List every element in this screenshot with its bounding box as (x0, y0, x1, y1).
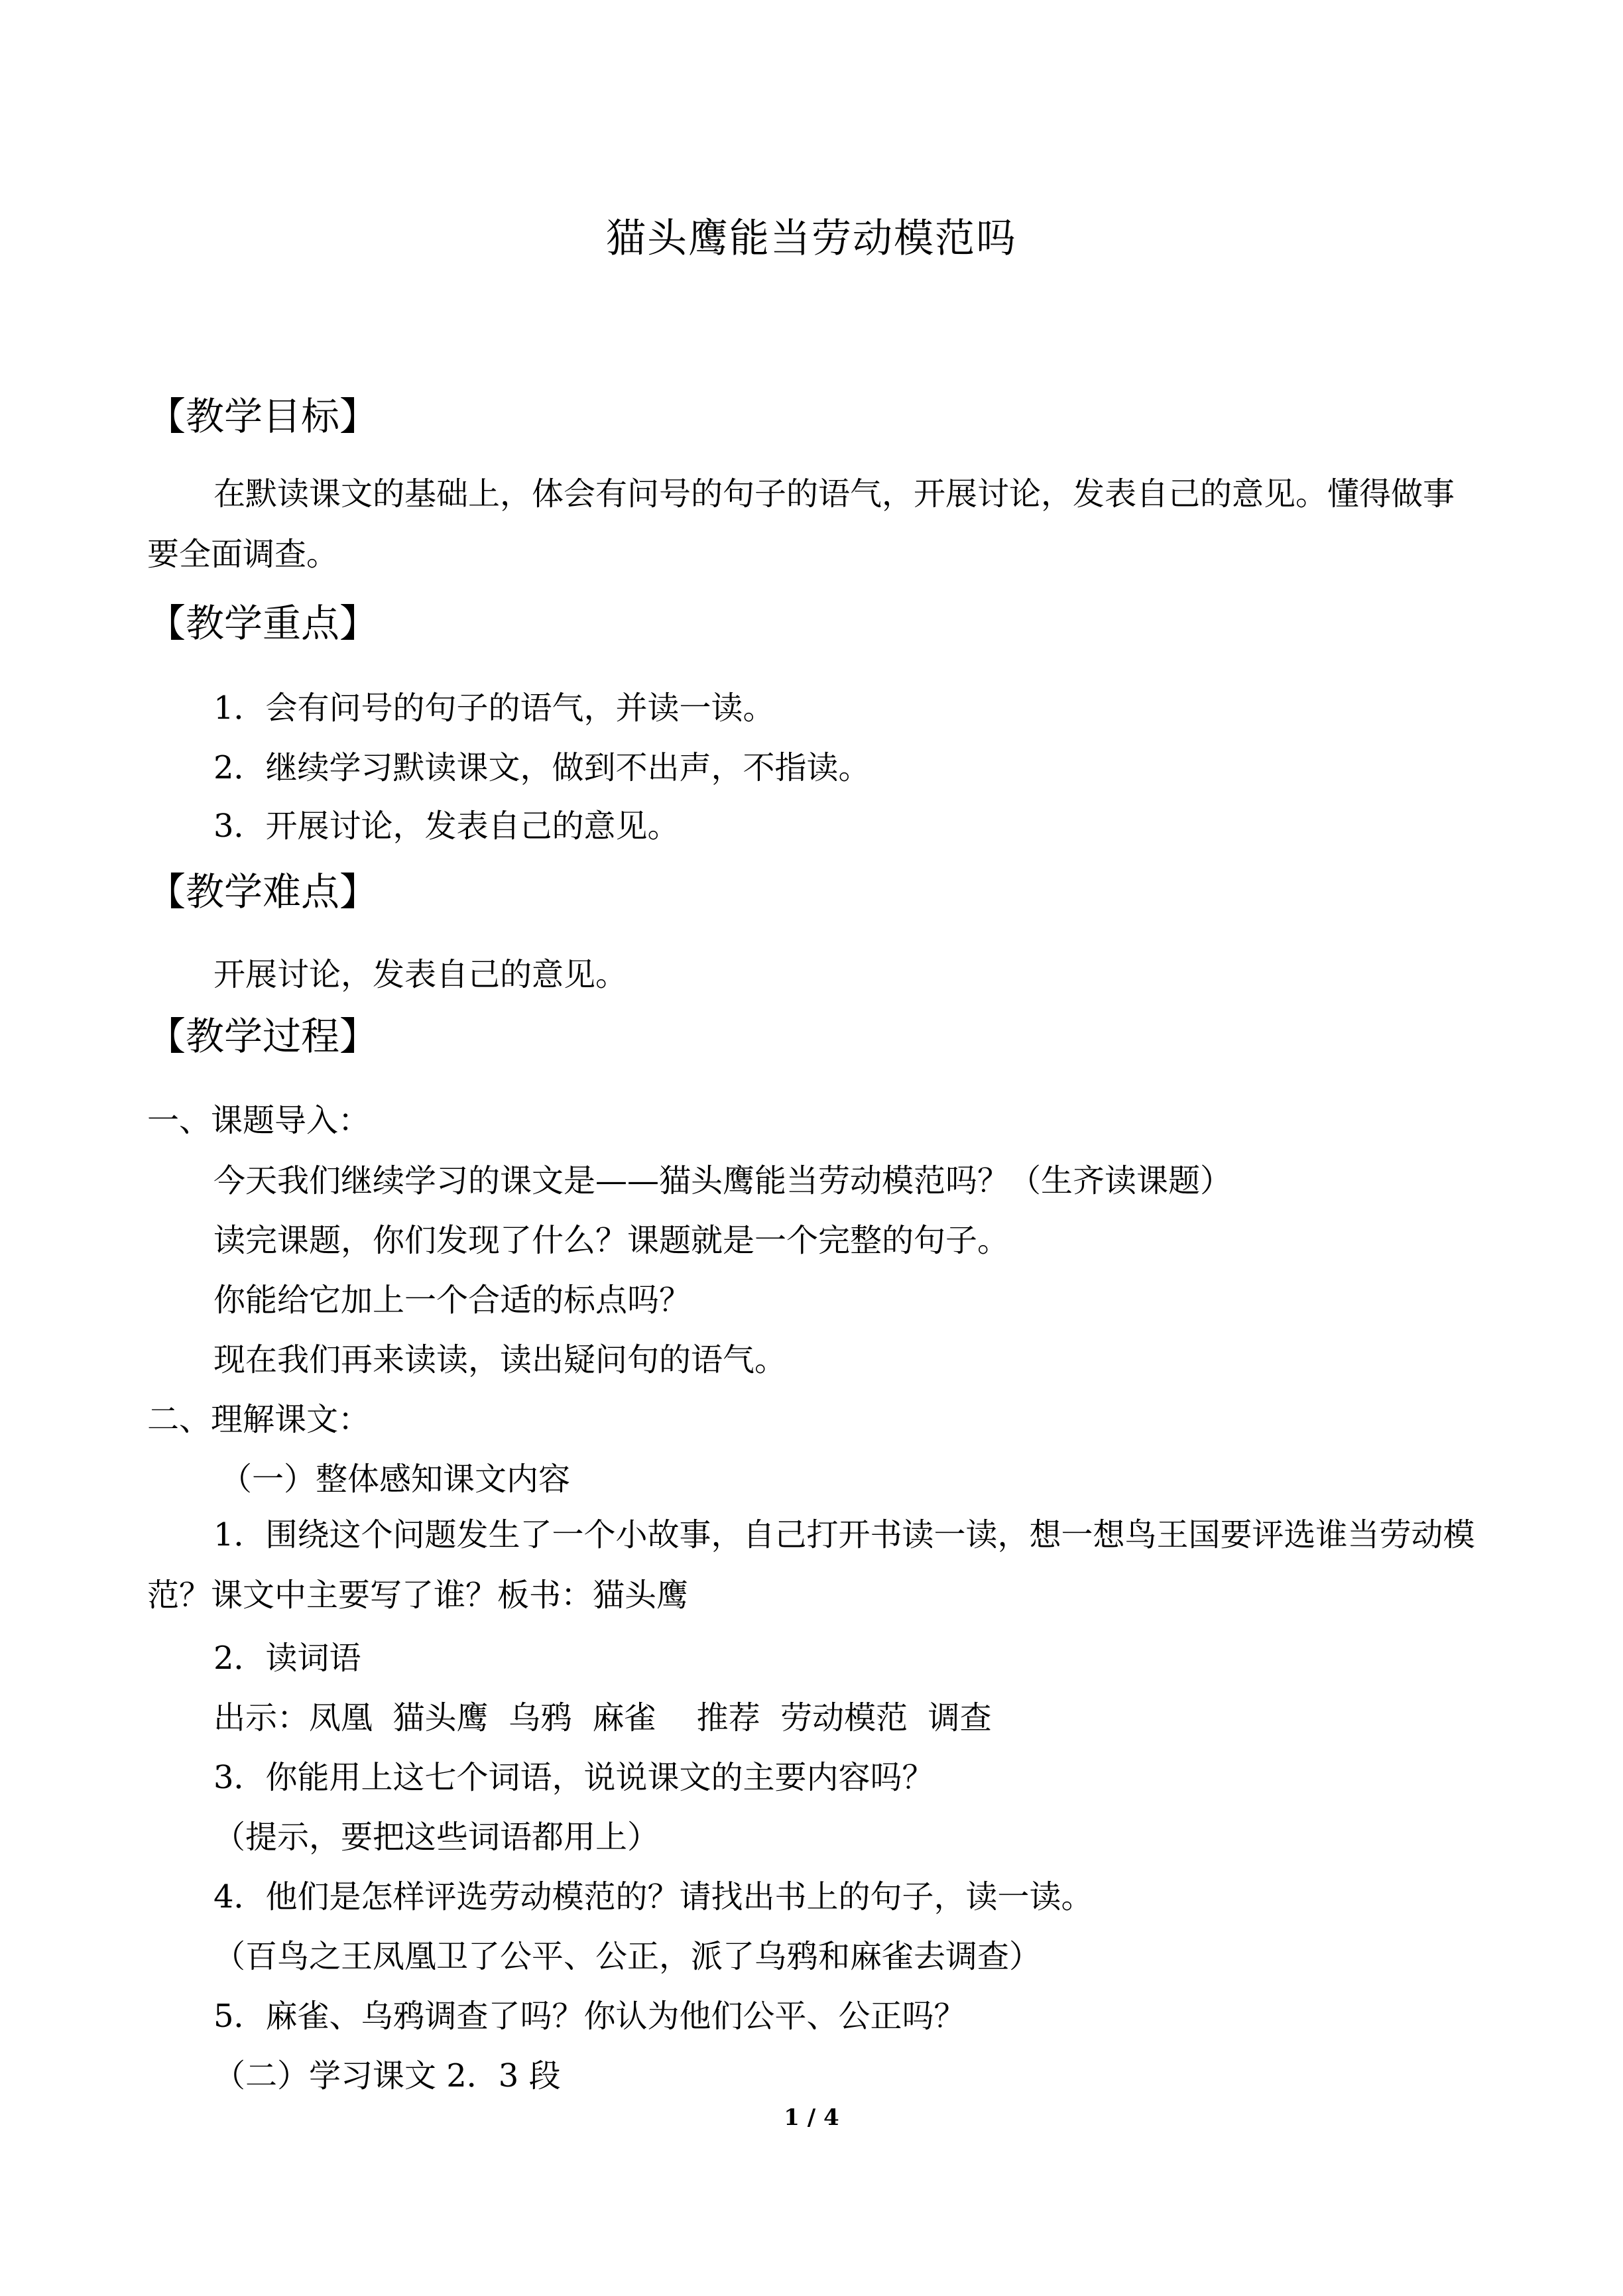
part1-line: 今天我们继续学习的课文是——猫头鹰能当劳动模范吗？（生齐读课题） (213, 1162, 1232, 1199)
difficulties-text: 开展讨论，发表自己的意见。 (213, 956, 628, 993)
heading-teaching-process: 【教学过程】 (147, 1014, 379, 1059)
part2-item-3-hint: （提示，要把这些词语都用上） (213, 1819, 660, 1856)
part2-item-2: 2．读词语 (213, 1640, 361, 1677)
part2-subheading: （一）整体感知课文内容 (220, 1461, 571, 1498)
heading-difficulties: 【教学难点】 (147, 869, 379, 914)
goals-paragraph: 在默读课文的基础上，体会有问号的句子的语气，开展讨论，发表自己的意见。懂得做事要全面调查。 (147, 475, 1455, 573)
part2-item-3: 3．你能用上这七个词语，说说课文的主要内容吗？ (213, 1759, 934, 1796)
part1-line: 读完课题，你们发现了什么？课题就是一个完整的句子。 (213, 1222, 1010, 1259)
key-point-item: 3．开展讨论，发表自己的意见。 (213, 808, 680, 845)
part2-item-4: 4．他们是怎样评选劳动模范的？请找出书上的句子，读一读。 (213, 1878, 1093, 1915)
heading-teaching-goals: 【教学目标】 (147, 394, 379, 439)
part2-heading: 二、理解课文： (147, 1401, 371, 1438)
page-number: 1 / 4 (784, 2104, 839, 2131)
vocabulary-list: 出示：凤凰 猫头鹰 乌鸦 麻雀 推荐 劳动模范 调查 (213, 1699, 992, 1736)
page-title: 猫头鹰能当劳动模范吗 (606, 215, 1017, 262)
key-point-item: 2．继续学习默读课文，做到不出声，不指读。 (213, 749, 871, 786)
part2-subheading-2: （二）学习课文 2．3 段 (213, 2057, 561, 2094)
part2-item-5: 5．麻雀、乌鸦调查了吗？你认为他们公平、公正吗？ (213, 1998, 966, 2035)
part2-item-4-answer: （百鸟之王凤凰卫了公平、公正，派了乌鸦和麻雀去调查） (213, 1938, 1042, 1975)
part1-line: 你能给它加上一个合适的标点吗？ (213, 1282, 691, 1319)
part2-item-1: 1．围绕这个问题发生了一个小故事，自己打开书读一读，想一想鸟王国要评选谁当劳动模范？课文中主要写了谁？板书：猫头鹰 (147, 1516, 1475, 1614)
part1-heading: 一、课题导入： (147, 1102, 371, 1139)
part1-line: 现在我们再来读读，读出疑问句的语气。 (213, 1341, 787, 1378)
key-point-item: 1．会有问号的句子的语气，并读一读。 (213, 690, 775, 727)
heading-key-points: 【教学重点】 (147, 601, 379, 646)
